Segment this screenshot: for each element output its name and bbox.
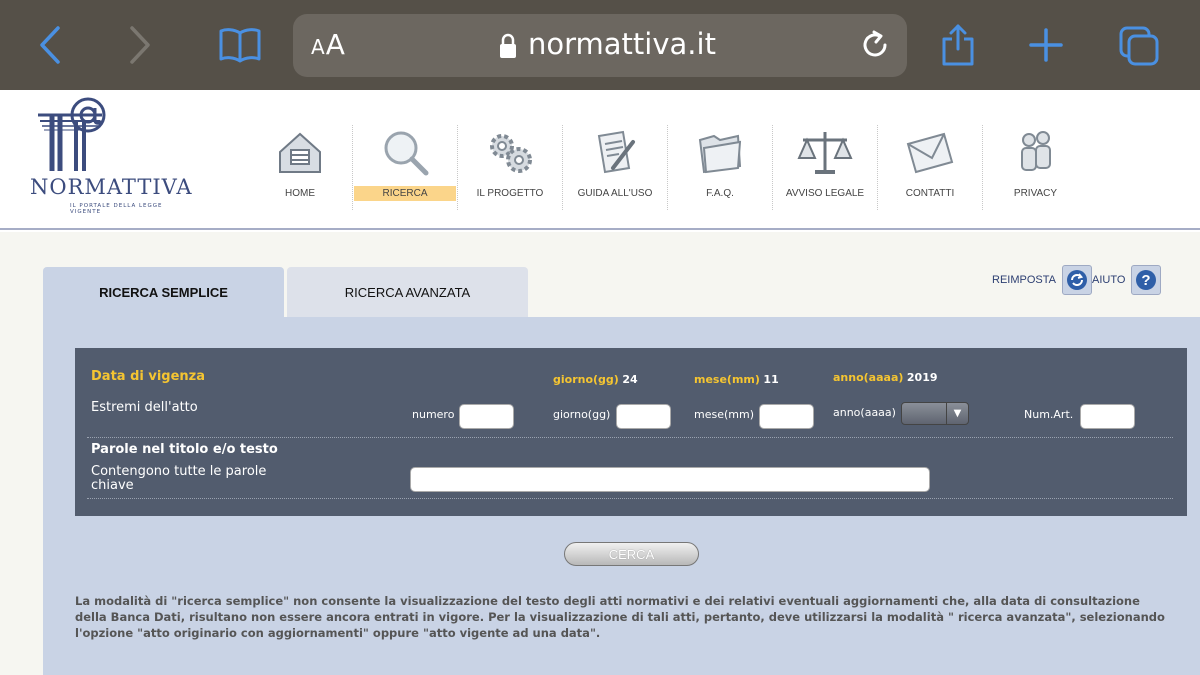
vigenza-mese bbox=[694, 373, 779, 386]
lock-icon bbox=[498, 33, 518, 63]
cerca-button[interactable]: CERCA bbox=[564, 542, 699, 566]
browser-toolbar bbox=[0, 0, 1200, 90]
parole-title: Parole nel titolo e/o testo bbox=[91, 442, 278, 457]
scales-icon bbox=[795, 125, 855, 180]
vigenza-anno bbox=[833, 371, 938, 384]
vigenza-giorno-label: giorno(gg) bbox=[553, 373, 619, 386]
vigenza-mese-label: mese(mm) bbox=[694, 373, 760, 386]
reader-text-size-button[interactable]: AA bbox=[311, 28, 346, 61]
logo-name: NORMATTIVA bbox=[30, 175, 193, 199]
folder-icon bbox=[694, 125, 746, 180]
reload-icon[interactable] bbox=[858, 28, 892, 66]
tab-ricerca-avanzata[interactable]: RICERCA AVANZATA bbox=[287, 267, 528, 317]
anno-select[interactable] bbox=[901, 402, 969, 425]
nav-avviso[interactable]: AVVISO LEGALE bbox=[773, 125, 878, 210]
new-tab-icon[interactable] bbox=[1028, 22, 1064, 68]
parole-label bbox=[91, 465, 266, 493]
estremi-title: Estremi dell'atto bbox=[91, 400, 198, 415]
help-control[interactable] bbox=[1092, 264, 1161, 296]
vigenza-title: Data di vigenza bbox=[91, 369, 206, 384]
estremi-mese-label: mese(mm) bbox=[694, 408, 754, 421]
site-header bbox=[0, 90, 1200, 230]
svg-text:?: ? bbox=[1141, 272, 1152, 289]
bookmarks-icon[interactable] bbox=[216, 22, 264, 68]
vigenza-giorno-value: 24 bbox=[622, 373, 638, 386]
forward-icon[interactable] bbox=[125, 22, 155, 68]
tab-ricerca-semplice[interactable]: RICERCA SEMPLICE bbox=[43, 267, 284, 317]
nav-contatti[interactable]: CONTATTI bbox=[878, 125, 983, 210]
estremi-giorno-label: giorno(gg) bbox=[553, 408, 611, 421]
vigenza-giorno bbox=[553, 373, 638, 386]
tabs-icon[interactable] bbox=[1116, 22, 1162, 68]
reset-icon[interactable] bbox=[1062, 265, 1092, 295]
url-text[interactable]: normattiva.it bbox=[528, 27, 716, 61]
main-nav bbox=[248, 125, 1088, 210]
guide-icon bbox=[589, 125, 641, 180]
numero-input[interactable] bbox=[459, 404, 514, 429]
nav-home[interactable]: HOME bbox=[248, 125, 353, 210]
help-icon[interactable] bbox=[1131, 265, 1161, 295]
home-icon bbox=[275, 125, 325, 180]
envelope-icon bbox=[904, 125, 956, 180]
nav-privacy[interactable]: PRIVACY bbox=[983, 125, 1088, 210]
numart-input[interactable] bbox=[1080, 404, 1135, 429]
gears-icon bbox=[484, 125, 536, 180]
vigenza-anno-label: anno(aaaa) bbox=[833, 371, 904, 384]
parole-label-line2: chiave bbox=[91, 478, 134, 493]
chevron-down-icon: ▼ bbox=[946, 403, 968, 424]
divider bbox=[87, 437, 1173, 438]
nav-faq[interactable]: F.A.Q. bbox=[668, 125, 773, 210]
estremi-anno-label: anno(aaaa) bbox=[833, 406, 896, 419]
nav-ricerca[interactable]: RICERCA bbox=[353, 125, 458, 210]
search-icon bbox=[379, 125, 431, 180]
giorno-input[interactable] bbox=[616, 404, 671, 429]
parole-chiave-input[interactable] bbox=[410, 467, 930, 492]
people-icon bbox=[1010, 125, 1062, 180]
nav-guida[interactable]: GUIDA ALL'USO bbox=[563, 125, 668, 210]
parole-label-line1: Contengono tutte le parole bbox=[91, 464, 267, 479]
info-note: La modalità di "ricerca semplice" non consente la visualizzazione del testo degli atti normativi e dei relativi eventuali aggiornamenti che, alla data di consultazione della Banca Dati, risultano non essere ancora entrati in vigore. Per la visualizzazione di tali atti, pertanto, deve utilizzarsi la modalità " ricerca avanzata", selezionando l'opzione "atto originario con aggiornamenti" oppure "atto vigente ad una data". bbox=[75, 594, 1165, 640]
address-bar[interactable] bbox=[293, 14, 907, 77]
reset-label[interactable]: REIMPOSTA bbox=[992, 274, 1056, 286]
back-icon[interactable] bbox=[35, 22, 65, 68]
help-label[interactable]: AIUTO bbox=[1092, 274, 1126, 286]
vigenza-mese-value: 11 bbox=[763, 373, 779, 386]
vigenza-anno-value: 2019 bbox=[906, 371, 938, 384]
logo-tagline: IL PORTALE DELLA LEGGE VIGENTE bbox=[70, 203, 163, 215]
search-form bbox=[75, 348, 1187, 516]
share-icon[interactable] bbox=[938, 22, 978, 68]
divider bbox=[87, 498, 1173, 499]
numero-label: numero bbox=[412, 408, 455, 421]
search-content bbox=[0, 232, 1200, 675]
reset-control[interactable] bbox=[992, 264, 1092, 296]
nav-progetto[interactable]: IL PROGETTO bbox=[458, 125, 563, 210]
normattiva-logo[interactable] bbox=[30, 95, 193, 215]
mese-input[interactable] bbox=[759, 404, 814, 429]
numart-label: Num.Art. bbox=[1024, 408, 1074, 421]
